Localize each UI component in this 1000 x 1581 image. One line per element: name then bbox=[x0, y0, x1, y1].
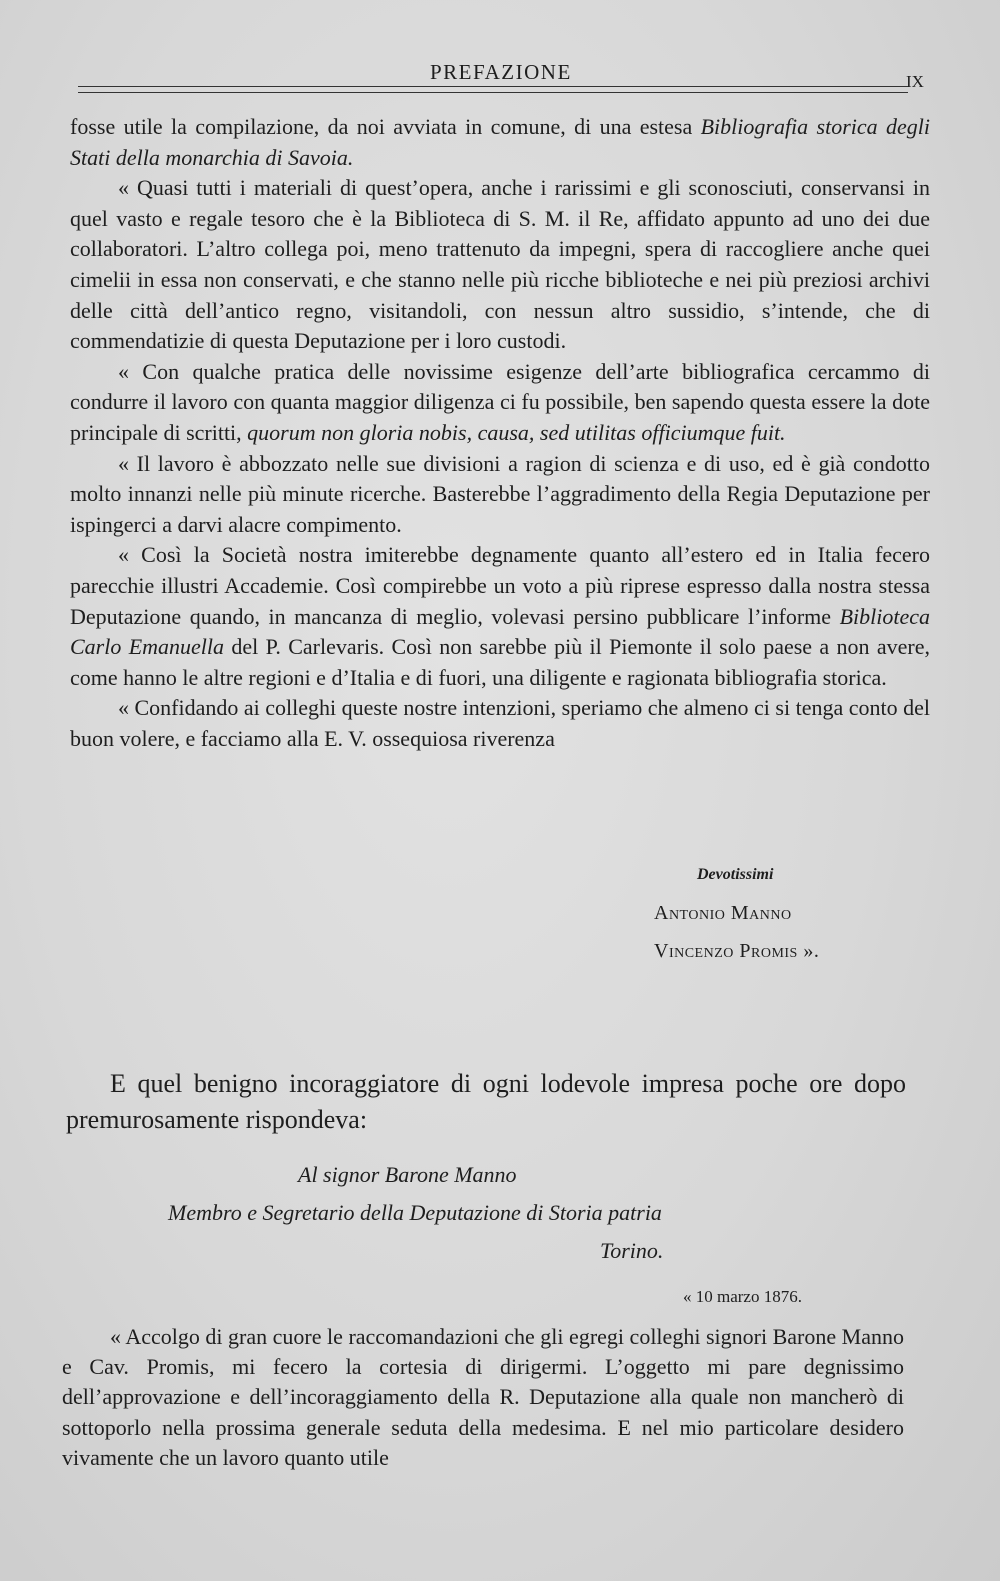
paragraph-4: « Il lavoro è abbozzato nelle sue divisioni a ragion di scienza e di uso, ed è già condotto molto innanzi nelle più minute ricerche. Basterebbe l’aggradimento della Regia Deputazione per ispingerci a darvi alacre compimento. bbox=[70, 450, 930, 537]
letter-body bbox=[62, 1322, 904, 1473]
address-role: Membro e Segretario della Deputazione di Storia patria bbox=[168, 1200, 662, 1225]
letter-date: « 10 marzo 1876. bbox=[683, 1287, 802, 1306]
address-city: Torino. bbox=[600, 1238, 664, 1263]
running-header bbox=[0, 58, 1000, 98]
paragraph-3-text: « Con qualche pratica delle novissime esigenze dell’arte bibliografica cercammo di condurre il lavoro con quanta maggior diligenza ci fu possibile, ben sapendo questa essere la dote principale di scritti, bbox=[70, 358, 930, 445]
preface-body bbox=[70, 112, 930, 754]
signatory-2: Vincenzo Promis ». bbox=[654, 940, 820, 962]
reply-intro: E quel benigno incoraggiatore di ogni lodevole impresa poche ore dopo premurosamente rispondeva: bbox=[66, 1069, 906, 1134]
running-title: PREFAZIONE bbox=[430, 60, 572, 84]
paragraph-6: « Confidando ai colleghi queste nostre intenzioni, speriamo che almeno ci si tenga conto del buon volere, e facciamo alla E. V. ossequiosa riverenza bbox=[70, 695, 930, 751]
cited-work-title: Biblioteca Carlo Emanuella bbox=[70, 603, 930, 660]
paragraph-1 bbox=[70, 112, 930, 173]
signature-closing: Devotissimi bbox=[697, 866, 774, 883]
header-rule-bottom bbox=[78, 92, 908, 93]
paragraph-3 bbox=[70, 357, 930, 449]
header-rule-top bbox=[78, 86, 908, 87]
signatory-1: Antonio Manno bbox=[654, 902, 792, 924]
address-recipient: Al signor Barone Manno bbox=[298, 1162, 517, 1187]
letter-paragraph-1: « Accolgo di gran cuore le raccomandazioni che gli egregi colleghi signori Barone Manno e Cav. Promis, mi fecero la cortesia di dirigermi. L’oggetto mi pare degnissimo dell’approvazione e dell’incoraggiamento della R. Deputazione alla quale non mancherò di sottoporlo nella prossima generale seduta della medesima. E nel mio particolare desidero vivamente che un lavoro quanto utile bbox=[62, 1324, 904, 1470]
paragraph-5 bbox=[70, 540, 930, 693]
paragraph-1-text: fosse utile la compilazione, da noi avviata in comune, di una estesa bbox=[70, 114, 701, 139]
paragraph-5-text-a: « Così la Società nostra imiterebbe degnamente quanto all’estero ed in Italia fecero parecchie illustri Accademie. Così compirebbe un voto a più riprese espresso dalla nostra stessa Deputazione quando, in mancanza di meglio, volevasi persino pubblicare l’informe bbox=[70, 542, 930, 629]
paragraph-2: « Quasi tutti i materiali di quest’opera, anche i rarissimi e gli sconosciuti, conservansi in quel vasto e regale tesoro che è la Biblioteca di S. M. il Re, affidato appunto ad uno dei due collaboratori. L’altro collega poi, meno trattenuto da impegni, spera di raccogliere anche quei cimelii in essa non conservati, e che stanno nelle più ricche biblioteche e nei più preziosi archivi delle città dell’antico regno, visitandoli, con nessun altro sussidio, s’intende, che di commendatizie di questa Deputazione per i loro custodi. bbox=[70, 175, 930, 354]
latin-quotation: quorum non gloria nobis, causa, sed utilitas officiumque fuit. bbox=[247, 419, 786, 445]
bibliography-title: Bibliografia storica degli Stati della monarchia di Savoia. bbox=[70, 114, 930, 170]
page-number: IX bbox=[906, 72, 924, 91]
paragraph-5-text-b: del P. Carlevaris. Così non sarebbe più il Piemonte il solo paese a non avere, come hanno le altre regioni e d’Italia e di fuori, una diligente e ragionata bibliografia storica. bbox=[70, 634, 930, 690]
